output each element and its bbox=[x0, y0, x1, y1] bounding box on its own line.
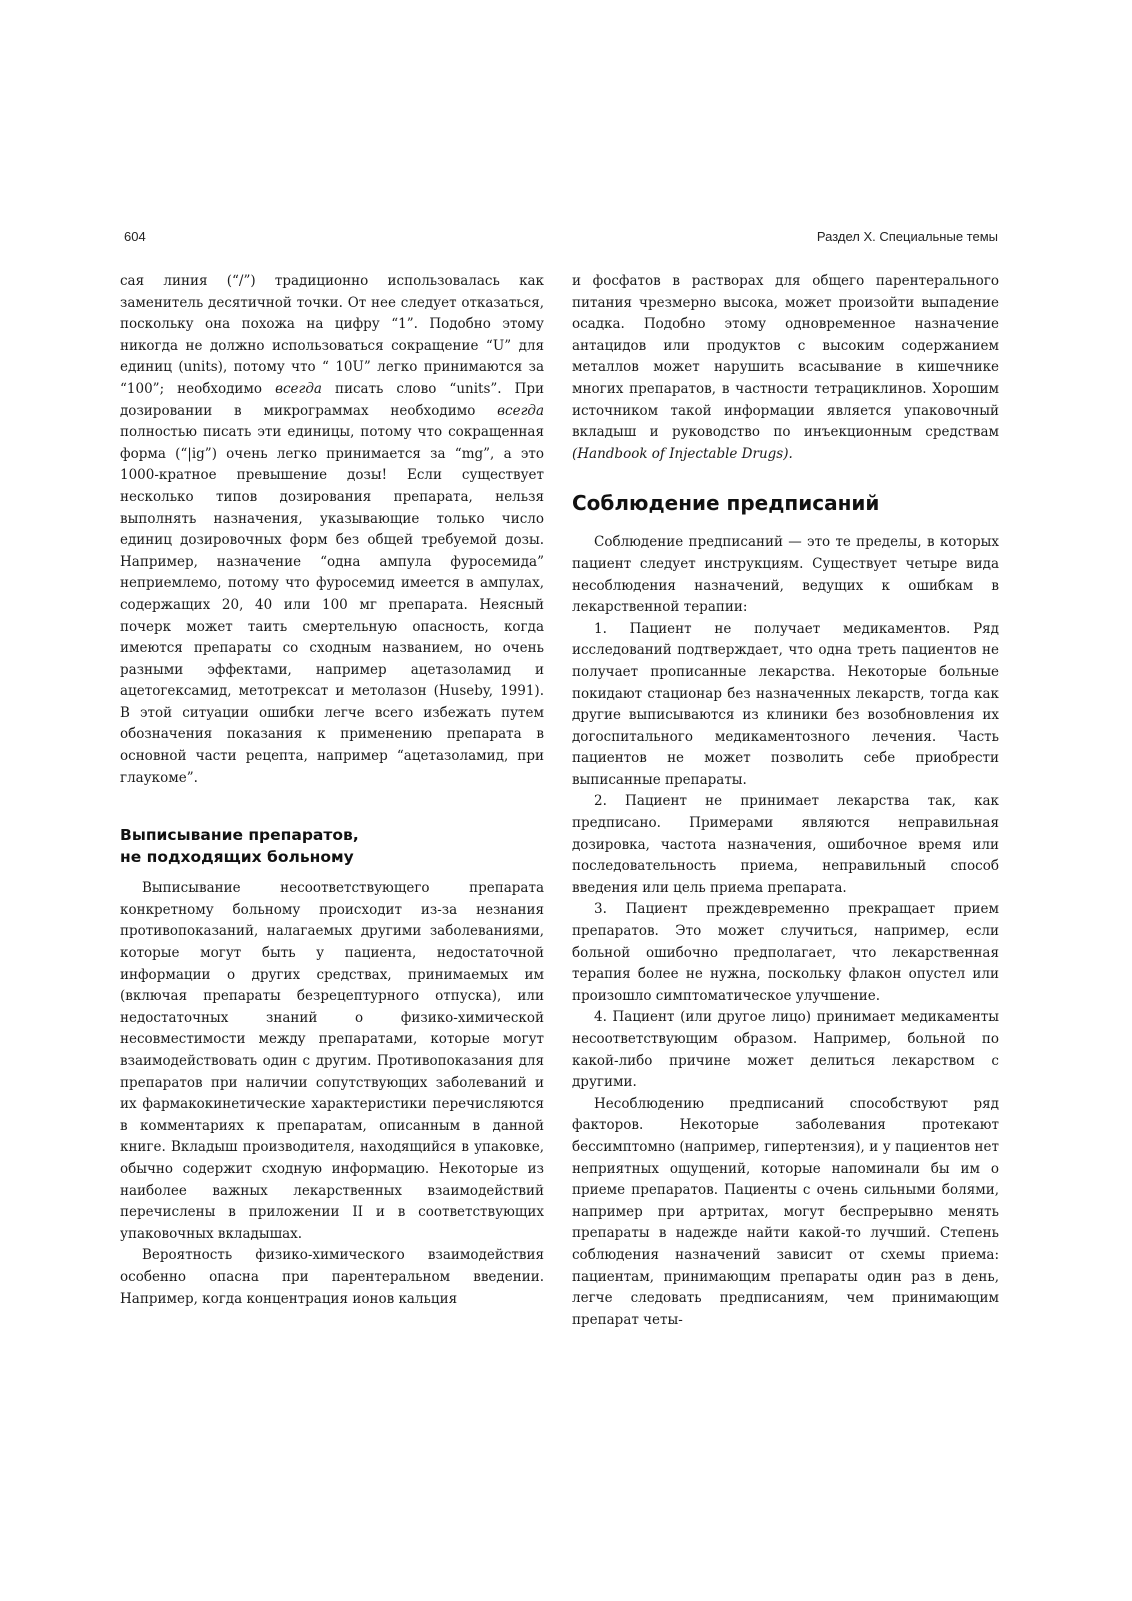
subheading-inappropriate-prescribing: Выписывание препаратов, не подходящих больному bbox=[120, 826, 359, 867]
right-paragraph-1: и фосфатов в растворах для общего парентерального питания чрезмерно высока, может произойти выпадение осадка. Подобно этому одновременное назначение антацидов или продуктов с высоким содержанием металлов может нарушить всасывание в кишечнике многих препаратов, в частности тетрациклинов. Хорошим источником такой информации является упаковочный вкладыш и руководство по инъекционным средствам (Handbook of Injectable Drugs). bbox=[572, 273, 999, 462]
left-column bbox=[120, 271, 544, 1310]
list-item-4: 4. Пациент (или другое лицо) принимает медикаменты несоответствующим образом. Например, больной по какой-либо причине может делиться лекарством с другими. bbox=[572, 1009, 999, 1091]
handbook-title: (Handbook of Injectable Drugs). bbox=[572, 445, 793, 462]
left-paragraph-3: Вероятность физико-химического взаимодействия особенно опасна при парентеральном введении. Например, когда концентрация ионов кальция bbox=[120, 1247, 544, 1307]
page-header bbox=[124, 226, 998, 248]
list-item-3: 3. Пациент преждевременно прекращает прием препаратов. Это может случиться, например, если больной ошибочно предполагает, что лекарственная терапия более не нужна, поскольку флакон опустел или произошло симптоматическое улучшение. bbox=[572, 901, 999, 1004]
emphasis-always-2: всегда bbox=[497, 402, 544, 419]
section-heading: Соблюдение предписаний bbox=[572, 491, 880, 516]
list-item-2: 2. Пациент не принимает лекарства так, как предписано. Примерами являются неправильная дозировка, частота назначения, ошибочное время или последовательность приема, неправильный способ введения или цель приема препарата. bbox=[572, 793, 999, 896]
emphasis-always-1: всегда bbox=[275, 380, 322, 397]
left-paragraph-2: Выписывание несоответствующего препарата конкретному больному происходит из-за незнания противопоказаний, налагаемых другими заболеваниями, которые могут быть у пациента, недостаточной информации о других средствах, принимаемых им (включая препараты безрецептурного отпуска), или недостаточных знаний о физико-химической несовместимости между препаратами, которые могут взаимодействовать один с другим. Противопоказания для препаратов при наличии сопутствующих заболеваний и их фармакокинетические характеристики перечисляются в комментариях к препаратам, описанным в данной книге. Вкладыш производителя, находящийся в упаковке, обычно содержит сходную информацию. Некоторые из наиболее важных лекарственных взаимодействий перечислены в приложении II и в соответствующих упаковочных вкладышах. bbox=[120, 880, 544, 1242]
right-paragraph-3: Несоблюдению предписаний способствуют ряд факторов. Некоторые заболевания протекают бессимптомно (например, гипертензия), и у пациентов нет неприятных ощущений, которые напоминали бы им о приеме препаратов. Пациенты с очень сильными болями, например при артритах, могут беспрерывно менять препараты в надежде найти какой-то лучший. Степень соблюдения назначений зависит от схемы приема: пациентам, принимающим препараты один раз в день, легче следовать предписаниям, чем принимающим препарат четы- bbox=[572, 1095, 999, 1328]
list-item-1: 1. Пациент не получает медикаментов. Ряд исследований подтверждает, что одна треть пациентов не получает прописанные лекарства. Некоторые больные покидают стационар без назначенных лекарств, тогда как другие выписываются из клиники без возобновления их догоспитального медикаментозного лечения. Часть пациентов не может позволить себе приобрести выписанные препараты. bbox=[572, 620, 999, 788]
running-head: Раздел X. Специальные темы bbox=[816, 229, 998, 244]
right-paragraph-2: Соблюдение предписаний — это те пределы, в которых пациент следует инструкциям. Существует четыре вида несоблюдения назначений, ведущих к ошибкам в лекарственной терапии: bbox=[572, 534, 999, 616]
right-column bbox=[572, 271, 999, 1331]
page-number: 604 bbox=[124, 229, 146, 244]
left-paragraph-1: сая линия (“/”) традиционно использовалась как заменитель десятичной точки. От нее следует отказаться, поскольку она похожа на цифру “1”. Подобно этому никогда не должно использоваться сокращение “U” для единиц (units), потому что “ 10U” легко принимаются за “100”; необходимо всегда писать слово “units”. При дозировании в микрограммах необходимо всегда полностью писать эти единицы, потому что сокращенная форма (“|ig”) очень легко принимается за “mg”, а это 1000-кратное превышение дозы! Если существует несколько типов дозирования препарата, нельзя выполнять назначения, указывающие только число единиц дозировочных форм без общей требуемой дозы. Например, назначение “одна ампула фуросемида” неприемлемо, потому что фуросемид имеется в ампулах, содержащих 20, 40 или 100 мг препарата. Неясный почерк может таить смертельную опасность, когда имеются препараты со сходным названием, но очень разными эффектами, например ацетазоламид и ацетогексамид, метотрексат и метолазон (Huseby, 1991). В этой ситуации ошибки легче всего избежать путем обозначения показания к применению препарата в основной части рецепта, например “ацетазоламид, при глаукоме”. bbox=[120, 273, 545, 786]
